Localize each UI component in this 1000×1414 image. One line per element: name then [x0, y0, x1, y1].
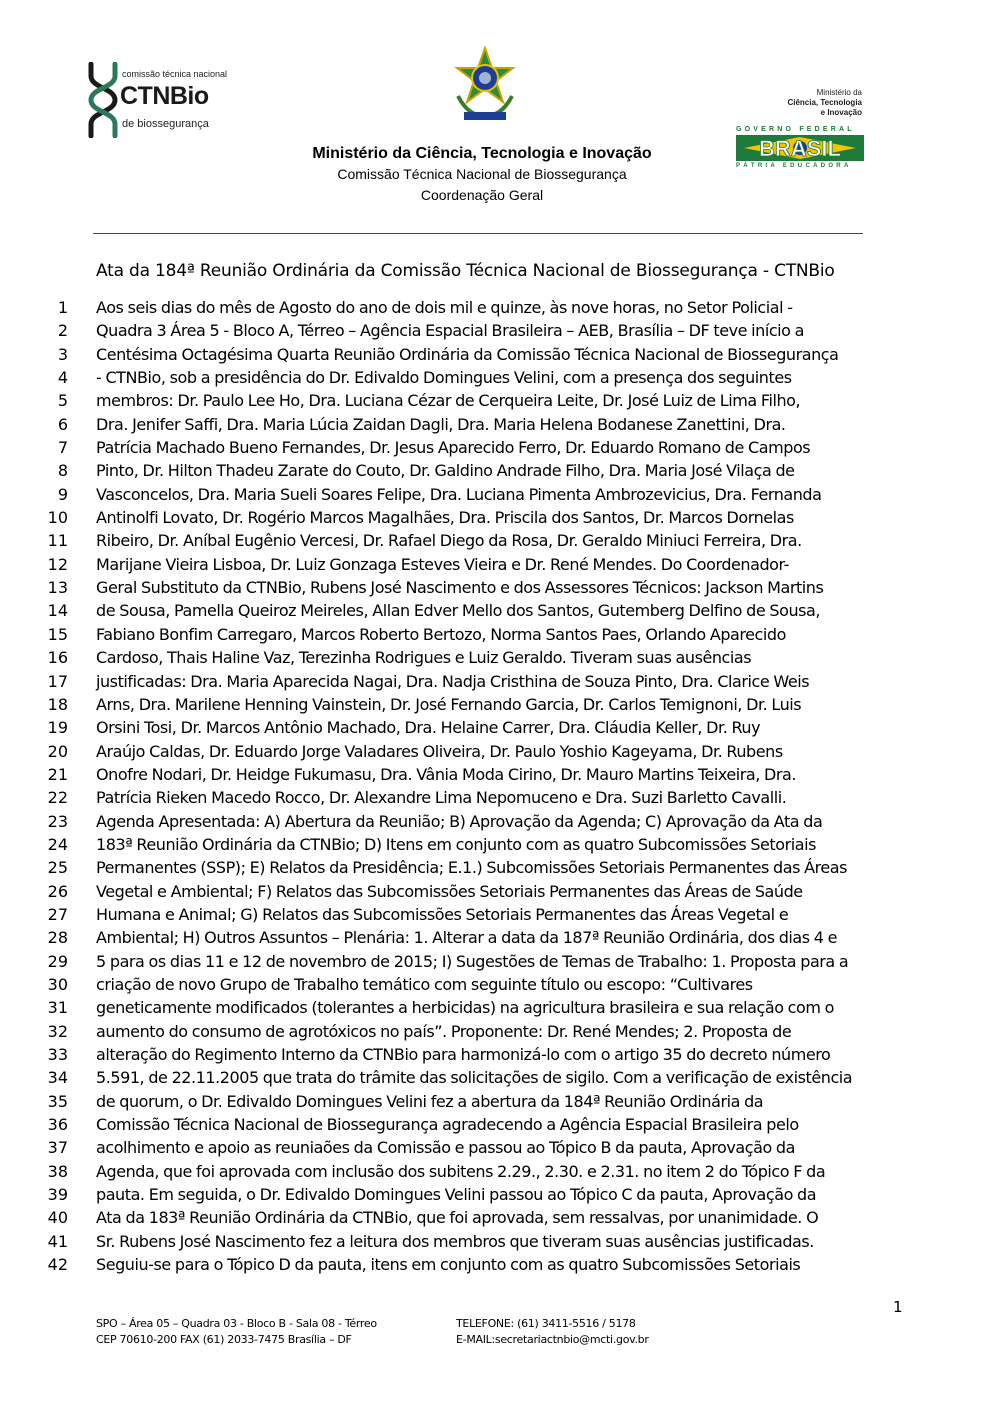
line-number: 35 [47, 1091, 68, 1111]
header-divider [93, 233, 863, 234]
line-text: criação de novo Grupo de Trabalho temático com seguinte título ou escopo: “Cultivares [96, 974, 753, 994]
line-text: Comissão Técnica Nacional de Biossegurança agradecendo a Agência Espacial Brasileira pelo [96, 1115, 799, 1135]
page-number: 1 [893, 1298, 903, 1316]
line-text: 5 para os dias 11 e 12 de novembro de 2015; I) Sugestões de Temas de Trabalho: 1. Proposta para a [96, 951, 849, 971]
line-number: 4 [57, 368, 68, 388]
line-text: 183ª Reunião Ordinária da CTNBio; D) Itens em conjunto com as quatro Subcomissões Setoriais [96, 834, 816, 854]
line-number: 5 [57, 391, 68, 411]
footer-address-line-2: CEP 70610-200 FAX (61) 2033-7475 Brasília – DF [96, 1333, 352, 1346]
line-number: 24 [47, 834, 68, 854]
dna-helix-icon [86, 62, 120, 138]
ministry-header [270, 144, 694, 206]
text-line [0, 880, 1000, 903]
text-line [0, 950, 1000, 973]
line-text: Permanentes (SSP); E) Relatos da Presidência; E.1.) Subcomissões Setoriais Permanentes das Áreas [96, 858, 847, 878]
line-number: 11 [47, 531, 68, 551]
line-text: Orsini Tosi, Dr. Marcos Antônio Machado, Dra. Helaine Carrer, Dra. Cláudia Keller, Dr. Ruy [96, 718, 761, 738]
minutes-body [0, 296, 1000, 1276]
line-text: Pinto, Dr. Hilton Thadeu Zarate do Couto, Dr. Galdino Andrade Filho, Dra. Maria José Vilaça de [96, 461, 795, 481]
commission-name: Comissão Técnica Nacional de Biossegurança [337, 166, 627, 182]
patria-educadora-label: PÁTRIA EDUCADORA [736, 163, 852, 169]
line-number: 28 [47, 928, 68, 948]
line-text: Antinolfi Lovato, Dr. Rogério Marcos Magalhães, Dra. Priscila dos Santos, Dr. Marcos Dornelas [96, 508, 794, 528]
text-line [0, 553, 1000, 576]
governo-federal-label: GOVERNO FEDERAL [736, 126, 855, 133]
line-number: 8 [57, 461, 68, 481]
line-number: 41 [47, 1231, 68, 1251]
line-number: 10 [47, 508, 68, 528]
text-line [0, 436, 1000, 459]
text-line [0, 763, 1000, 786]
line-text: alteração do Regimento Interno da CTNBio para harmonizá-lo com o artigo 35 do decreto número [96, 1045, 831, 1064]
gov-brasil-logo [732, 86, 866, 176]
line-number: 2 [57, 321, 68, 341]
mcti-line-2: Ciência, Tecnologia [787, 98, 862, 107]
line-number: 23 [47, 811, 68, 831]
text-line [0, 646, 1000, 669]
line-number: 16 [47, 648, 68, 668]
text-line [0, 1136, 1000, 1159]
line-text: Quadra 3 Área 5 - Bloco A, Térreo – Agência Espacial Brasileira – AEB, Brasília – DF teve início a [96, 321, 805, 341]
brasil-text: BRASIL [759, 136, 841, 161]
text-line [0, 1183, 1000, 1206]
line-number: 27 [47, 904, 68, 924]
line-number: 3 [57, 344, 68, 364]
text-line [0, 389, 1000, 412]
text-line [0, 483, 1000, 506]
line-number: 17 [47, 671, 68, 691]
text-line [0, 670, 1000, 693]
line-text: Centésima Octagésima Quarta Reunião Ordinária da Comissão Técnica Nacional de Biossegurança [96, 344, 839, 364]
text-line [0, 856, 1000, 879]
line-number: 33 [47, 1045, 68, 1064]
line-number: 15 [47, 624, 68, 644]
ministry-name: Ministério da Ciência, Tecnologia e Inovação [312, 145, 652, 162]
line-text: Patrícia Rieken Macedo Rocco, Dr. Alexandre Lima Nepomuceno e Dra. Suzi Barletto Cavalli. [96, 788, 787, 808]
text-line [0, 623, 1000, 646]
footer-address-line-1: SPO – Área 05 – Quadra 03 - Bloco B - Sala 08 - Térreo [96, 1317, 377, 1330]
text-line [0, 973, 1000, 996]
text-line [0, 716, 1000, 739]
mcti-line-1: Ministério da [816, 88, 862, 97]
ctnbio-logo [86, 62, 246, 142]
line-number: 21 [47, 764, 68, 784]
line-number: 14 [47, 601, 68, 621]
line-text: de Sousa, Pamella Queiroz Meireles, Allan Edver Mello dos Santos, Gutemberg Delfino de Sousa, [96, 601, 821, 621]
coordination-name: Coordenação Geral [420, 187, 544, 203]
line-text: pauta. Em seguida, o Dr. Edivaldo Domingues Velini passou ao Tópico C da pauta, Aprovação da [96, 1185, 817, 1205]
line-text: acolhimento e apoio as reuniaões da Comissão e passou ao Tópico B da pauta, Aprovação da [96, 1138, 795, 1158]
text-line [0, 996, 1000, 1019]
line-number: 20 [47, 741, 68, 761]
text-line [0, 413, 1000, 436]
footer-email: E-MAIL:secretariactnbio@mcti.gov.br [456, 1333, 649, 1346]
line-number: 25 [47, 858, 68, 878]
line-text: Seguiu-se para o Tópico D da pauta, itens em conjunto com as quatro Subcomissões Setoriais [96, 1255, 801, 1275]
line-number: 12 [47, 554, 68, 574]
footer-contact [456, 1316, 649, 1348]
line-number: 18 [47, 694, 68, 714]
line-number: 7 [57, 438, 68, 458]
line-text: Ata da 183ª Reunião Ordinária da CTNBio, que foi aprovada, sem ressalvas, por unanimidade. O [96, 1208, 819, 1228]
line-number: 19 [47, 718, 68, 738]
line-number: 32 [47, 1021, 68, 1041]
text-line [0, 1160, 1000, 1183]
line-text: Ribeiro, Dr. Aníbal Eugênio Vercesi, Dr. Rafael Diego da Rosa, Dr. Geraldo Miniuci Ferreira, Dra. [96, 531, 802, 551]
line-text: Arns, Dra. Marilene Henning Vainstein, Dr. José Fernando Garcia, Dr. Carlos Temignoni, Dr. Luis [96, 694, 802, 714]
text-line [0, 1253, 1000, 1276]
line-text: Sr. Rubens José Nascimento fez a leitura dos membros que tiveram suas ausências justificadas. [96, 1231, 814, 1251]
footer-phone: TELEFONE: (61) 3411-5516 / 5178 [456, 1317, 636, 1330]
line-number: 6 [57, 414, 68, 434]
text-line [0, 740, 1000, 763]
text-line [0, 903, 1000, 926]
mcti-line-3: e Inovação [820, 108, 862, 117]
line-number: 9 [57, 484, 68, 504]
line-number: 42 [47, 1255, 68, 1275]
text-line [0, 1113, 1000, 1136]
line-text: de quorum, o Dr. Edivaldo Domingues Velini fez a abertura da 184ª Reunião Ordinária da [96, 1091, 764, 1111]
mcti-logo-text [787, 88, 862, 118]
line-text: membros: Dr. Paulo Lee Ho, Dra. Luciana Cézar de Cerqueira Leite, Dr. José Luiz de Lima Filho, [96, 391, 801, 411]
line-number: 1 [57, 298, 68, 317]
line-number: 34 [47, 1068, 68, 1088]
text-line [0, 1043, 1000, 1066]
line-text: Fabiano Bonfim Carregaro, Marcos Roberto Bertozo, Norma Santos Paes, Orlando Aparecido [96, 624, 786, 644]
line-text: Geral Substituto da CTNBio, Rubens José Nascimento e dos Assessores Técnicos: Jackson Martins [96, 578, 824, 598]
text-line [0, 319, 1000, 342]
line-text: Aos seis dias do mês de Agosto do ano de dois mil e quinze, às nove horas, no Setor Policial - [96, 298, 793, 317]
line-text: Cardoso, Thais Haline Vaz, Terezinha Rodrigues e Luiz Geraldo. Tiveram suas ausências [96, 648, 752, 668]
line-text: Agenda Apresentada: A) Abertura da Reunião; B) Aprovação da Agenda; C) Aprovação da Ata da [96, 811, 823, 831]
text-line [0, 343, 1000, 366]
line-number: 36 [47, 1115, 68, 1135]
line-text: Agenda, que foi aprovada com inclusão dos subitens 2.29., 2.30. e 2.31. no item 2 do Tópico F da [96, 1161, 826, 1181]
line-text: geneticamente modificados (tolerantes a herbicidas) na agricultura brasileira e sua relação com o [96, 998, 834, 1018]
line-text: Humana e Animal; G) Relatos das Subcomissões Setoriais Permanentes das Áreas Vegetal e [96, 904, 789, 924]
text-line [0, 1090, 1000, 1113]
line-number: 26 [47, 881, 68, 901]
line-number: 29 [47, 951, 68, 971]
text-line [0, 1066, 1000, 1089]
line-text: 5.591, de 22.11.2005 que trata do trâmite das solicitações de sigilo. Com a verificação de existência [96, 1068, 853, 1088]
text-line [0, 599, 1000, 622]
text-line [0, 506, 1000, 529]
text-line [0, 786, 1000, 809]
line-number: 13 [47, 578, 68, 598]
text-line [0, 366, 1000, 389]
text-line [0, 296, 1000, 319]
line-text: Patrícia Machado Bueno Fernandes, Dr. Jesus Aparecido Ferro, Dr. Eduardo Romano de Campos [96, 438, 811, 458]
line-number: 31 [47, 998, 68, 1018]
text-line [0, 576, 1000, 599]
line-text: Onofre Nodari, Dr. Heidge Fukumasu, Dra. Vânia Moda Cirino, Dr. Mauro Martins Teixeira, Dra. [96, 764, 797, 784]
line-number: 30 [47, 974, 68, 994]
ctnbio-wordmark: CTNBio [120, 82, 209, 110]
document-title: Ata da 184ª Reunião Ordinária da Comissão Técnica Nacional de Biossegurança - CTNBio [96, 261, 835, 281]
ctnbio-tagline-top: comissão técnica nacional [122, 69, 228, 79]
line-number: 37 [47, 1138, 68, 1158]
line-text: - CTNBio, sob a presidência do Dr. Edivaldo Domingues Velini, com a presença dos seguintes [96, 368, 792, 388]
footer-address [96, 1316, 377, 1348]
brazil-coat-of-arms-icon [450, 46, 520, 124]
text-line [0, 926, 1000, 949]
line-number: 39 [47, 1185, 68, 1205]
text-line [0, 810, 1000, 833]
line-text: Marijane Vieira Lisboa, Dr. Luiz Gonzaga Esteves Vieira e Dr. René Mendes. Do Coordenador- [96, 554, 789, 574]
text-line [0, 833, 1000, 856]
line-number: 22 [47, 788, 68, 808]
text-line [0, 1230, 1000, 1253]
line-text: Vegetal e Ambiental; F) Relatos das Subcomissões Setoriais Permanentes das Áreas de Saúde [96, 881, 803, 901]
text-line [0, 693, 1000, 716]
line-text: Dra. Jenifer Saffi, Dra. Maria Lúcia Zaidan Dagli, Dra. Maria Helena Bodanese Zanettini, Dra. [96, 414, 786, 434]
text-line [0, 529, 1000, 552]
line-text: Vasconcelos, Dra. Maria Sueli Soares Felipe, Dra. Luciana Pimenta Ambrozevicius, Dra. Fernanda [96, 484, 822, 504]
line-number: 38 [47, 1161, 68, 1181]
line-number: 40 [47, 1208, 68, 1228]
brasil-wordmark [736, 135, 864, 161]
line-text: Ambiental; H) Outros Assuntos – Plenária: 1. Alterar a data da 187ª Reunião Ordinária, dos dias 4 e [96, 928, 838, 948]
text-line [0, 1020, 1000, 1043]
ctnbio-tagline-bottom: de biossegurança [122, 118, 209, 130]
line-text: Araújo Caldas, Dr. Eduardo Jorge Valadares Oliveira, Dr. Paulo Yoshio Kageyama, Dr. Rubens [96, 741, 783, 761]
text-line [0, 1206, 1000, 1229]
line-text: aumento do consumo de agrotóxicos no país”. Proponente: Dr. René Mendes; 2. Proposta de [96, 1021, 792, 1041]
text-line [0, 459, 1000, 482]
line-text: justificadas: Dra. Maria Aparecida Nagai, Dra. Nadja Cristhina de Souza Pinto, Dra. Clarice Weis [96, 671, 810, 691]
